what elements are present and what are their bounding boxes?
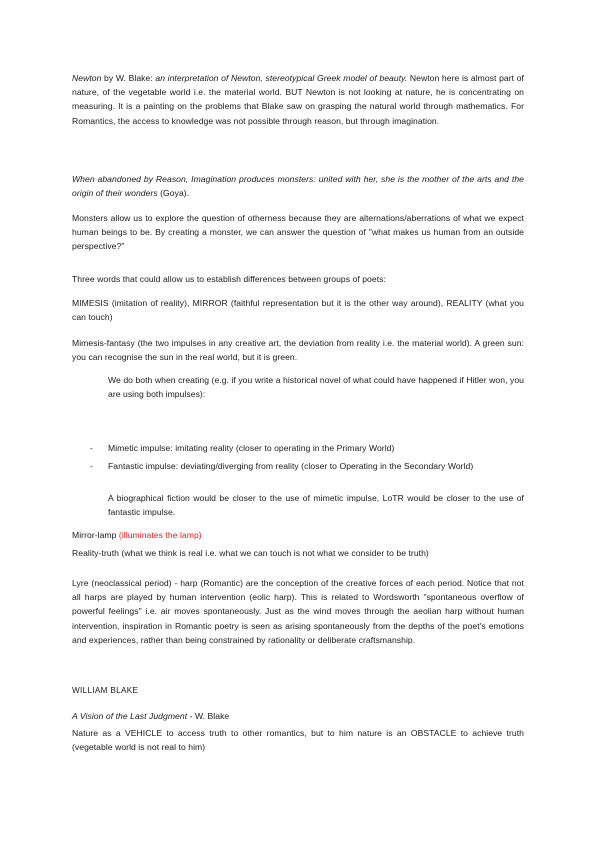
- paragraph-vision-title: [72, 709, 524, 723]
- paragraph-text: - W. Blake: [187, 711, 230, 721]
- list-item-text: Fantastic impulse: deviating/diverging from reality (closer to Operating in the Secondary World): [108, 461, 474, 471]
- quote-text: When abandoned by Reason, Imagination produces monsters: united with her, she is the mother of the arts and the origin of their wonders: [72, 174, 524, 199]
- paragraph-reality-truth: Reality-truth (what we think is real i.e. what we can touch is not what we consider to be truth): [72, 548, 429, 558]
- paragraph-mimesis-fantasy: Mimesis-fantasy (the two impulses in any creative art, the deviation from reality i.e. the material world). A green sun: you can recognise the sun in the real world, but it is green.: [72, 338, 524, 363]
- paragraph-text: Mirror-lamp: [72, 530, 119, 540]
- quote-source: (Goya).: [157, 188, 190, 199]
- highlighted-text: (illuminates the lamp): [118, 530, 202, 540]
- indented-text: We do both when creating (e.g. if you write a historical novel of what could have happened if Hitler won, you are using both impulses):: [108, 375, 524, 400]
- paragraph-text: Newton here is almost part of nature, of the vegetable world i.e. the material world. BUT Newton is not looking at nature, he is concentrating on measuring. It is a painting on the problems that Blake saw on grasping the natural world through mathematics. For Romantics, the access to knowledge was not possible through reason, but through imagination.: [72, 73, 524, 126]
- paragraph-three-words: Three words that could allow us to establish differences between groups of poets:: [72, 274, 386, 284]
- paragraph-goya-quote: [72, 172, 524, 200]
- section-heading: WILLIAM BLAKE: [72, 686, 139, 695]
- paragraph-monsters: Monsters allow us to explore the question of otherness because they are alternations/aberrations of what we expect human beings to be. By creating a monster, we can answer the question of "what makes us human from an outside perspective?": [72, 213, 524, 252]
- paragraph-newton: [72, 71, 524, 128]
- list-item-text: Mimetic impulse: imitating reality (closer to operating in the Primary World): [108, 443, 395, 453]
- artwork-title: Newton: [72, 73, 102, 83]
- indented-block: [108, 373, 524, 401]
- indented-text: A biographical fiction would be closer to the use of mimetic impulse, LoTR would be closer to the use of fantastic impulse.: [108, 493, 524, 518]
- indented-block: [108, 491, 524, 519]
- paragraph-nature: Nature as a VEHICLE to access truth to other romantics, but to him nature is an OBSTACLE to achieve truth (vegetable world is not real to him): [72, 728, 524, 753]
- artwork-title: A Vision of the Last Judgment: [72, 711, 188, 721]
- paragraph-mirror-lamp: [72, 528, 524, 542]
- paragraph-text: by W. Blake:: [101, 73, 156, 83]
- bullet-dash: -: [90, 461, 93, 471]
- paragraph-italic-text: an interpretation of Newton, stereotypical Greek model of beauty.: [155, 73, 408, 83]
- paragraph-lyre-harp: Lyre (neoclassical period) - harp (Romantic) are the conception of the creative forces of each period. Notice that not all harps are played by human intervention (eolic harp). This is related to Wordsworth "spontaneous overflow of powerful feelings" i.e. air moves spontaneously. Just as the wind moves through the aeolian harp without human intervention, inspiration in Romantic poetry is seen as arising spontaneously from the depths of the poet's emotions and experiences, rather than being constrained by rationality or deliberate craftsmanship.: [72, 578, 524, 645]
- paragraph-mimesis: MIMESIS (imitation of reality), MIRROR (faithful representation but it is the other way around), REALITY (what you can touch): [72, 298, 524, 323]
- bullet-dash: -: [90, 443, 93, 453]
